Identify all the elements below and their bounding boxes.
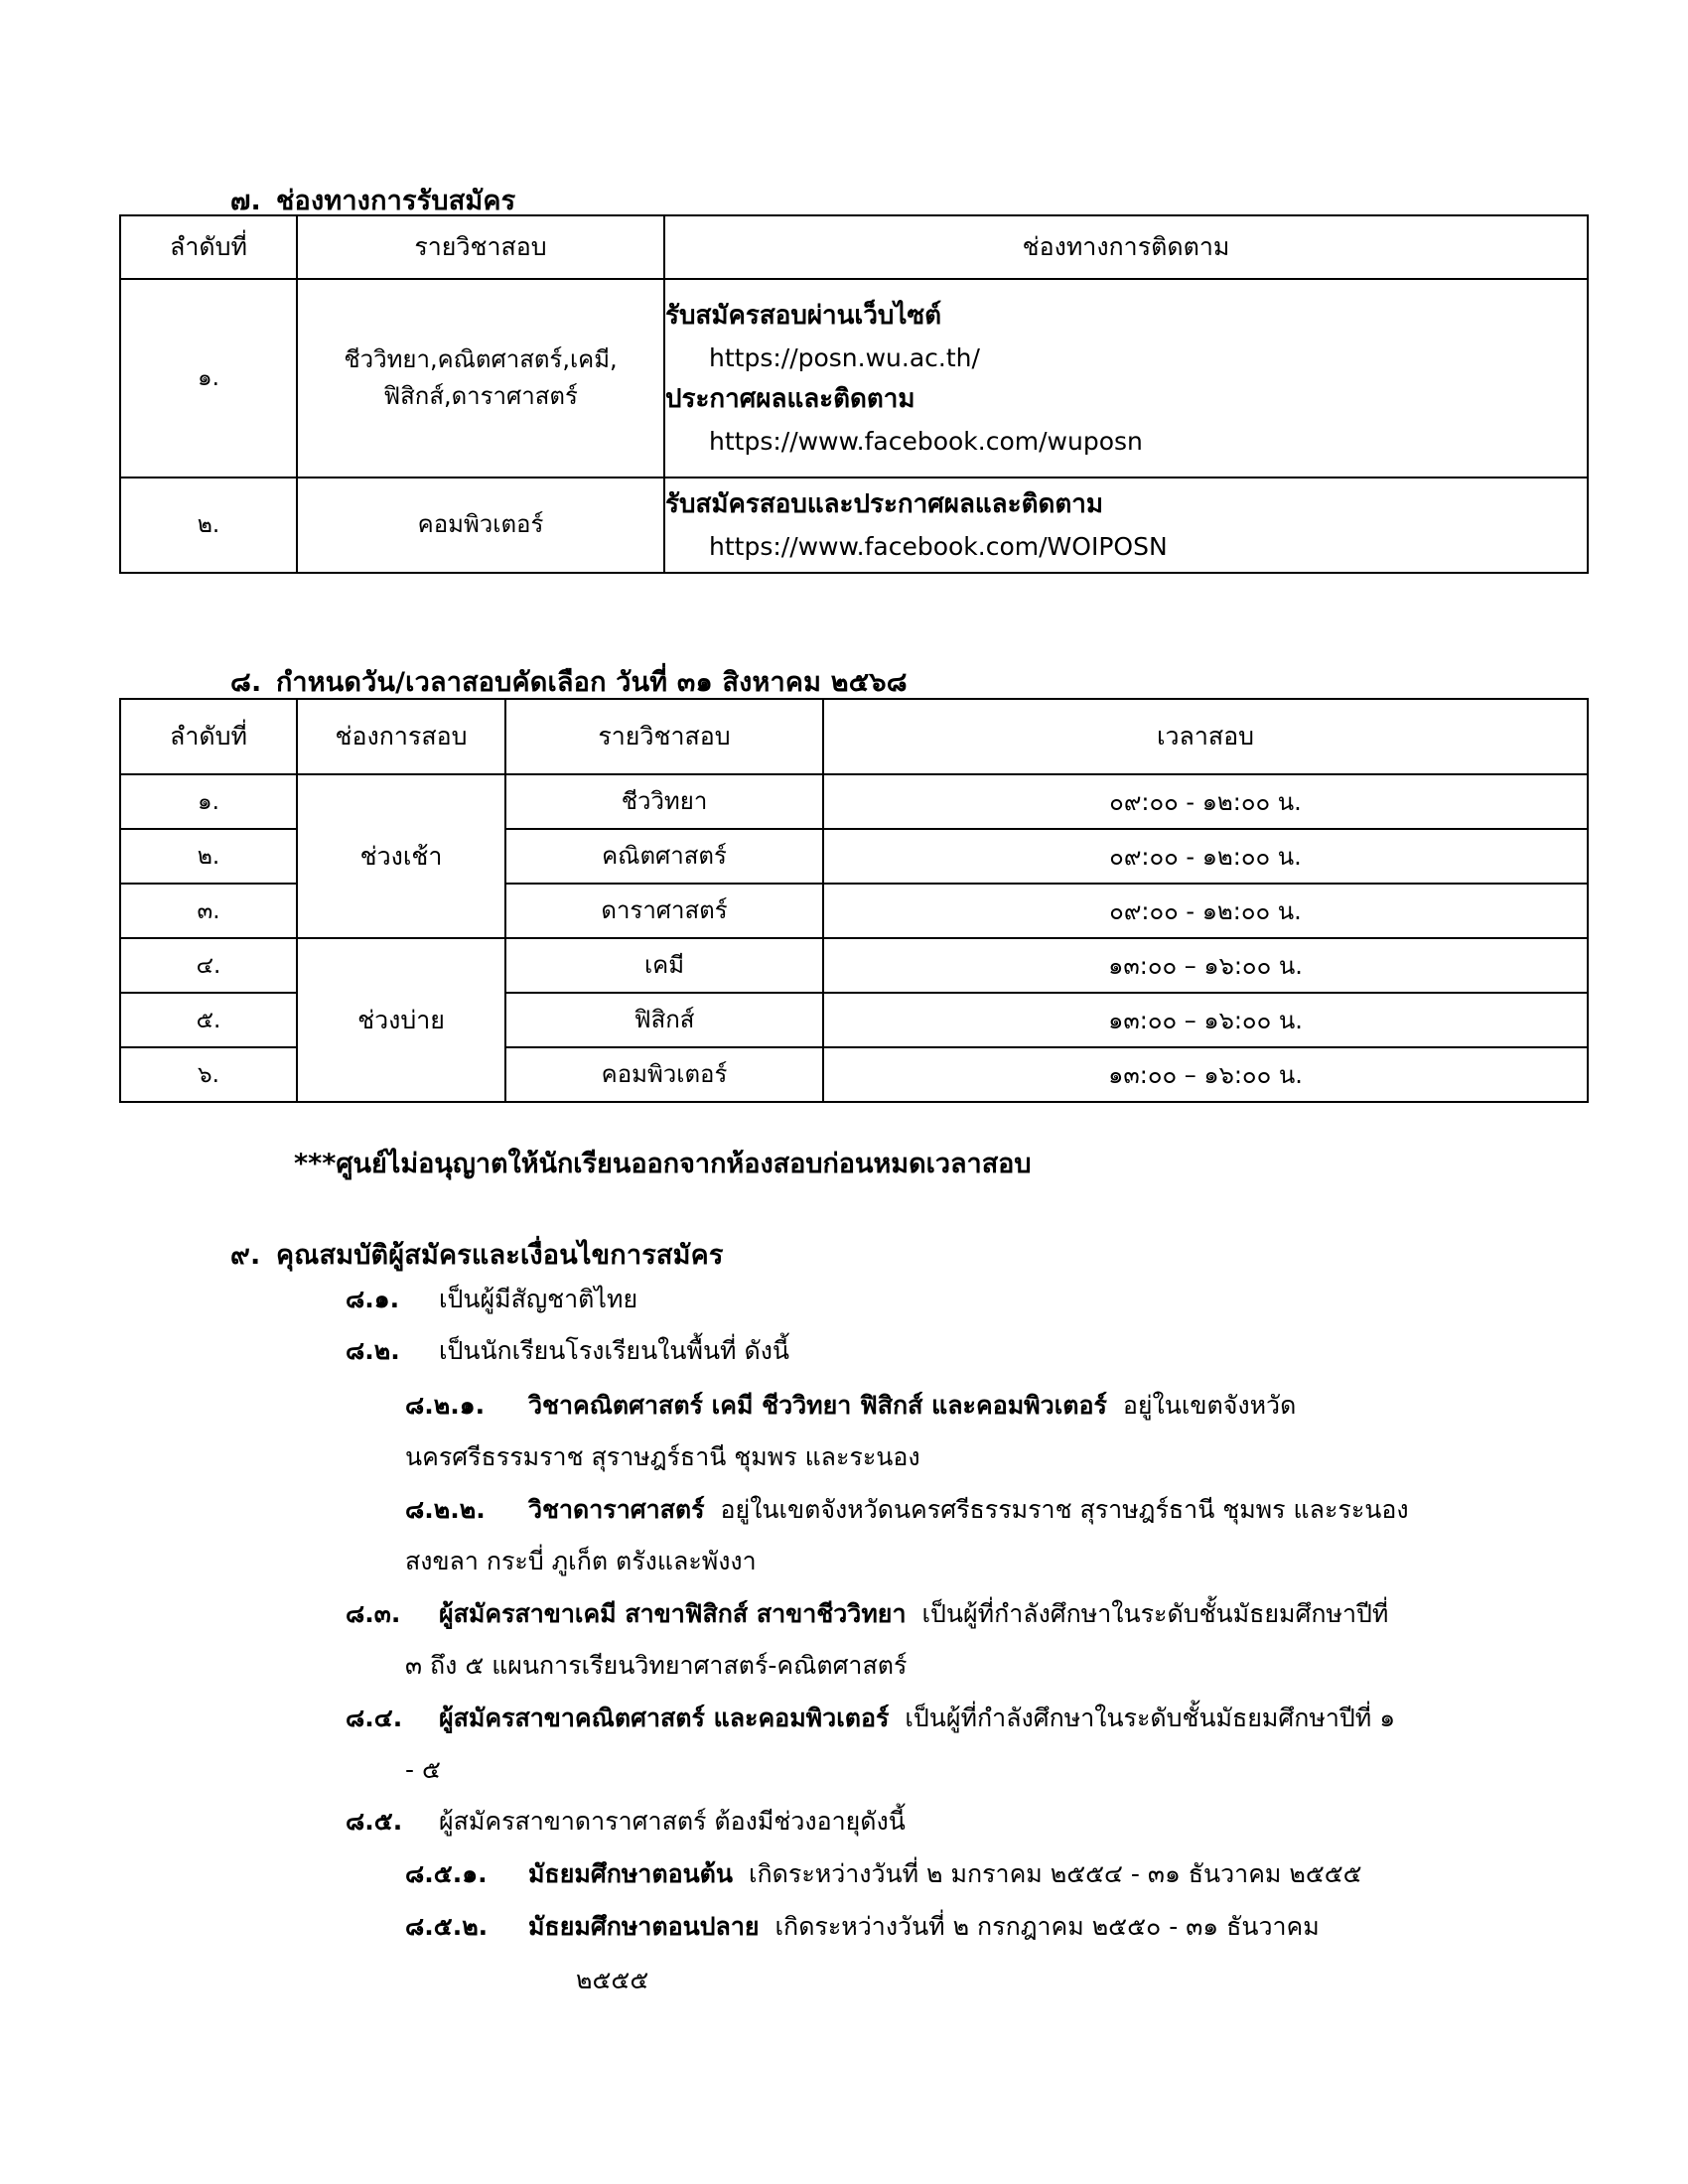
row-channel-2	[664, 478, 1588, 573]
table-header-row	[120, 215, 1588, 279]
list-item	[405, 1914, 1320, 1939]
row-time: ๐๙:๐๐ - ๑๒:๐๐ น.	[823, 774, 1588, 829]
exam-schedule-table	[119, 698, 1589, 1103]
channel-label-register: รับสมัครสอบผ่านเว็บไซต์	[665, 300, 942, 331]
row-order: ๖.	[120, 1047, 297, 1102]
list-item-emphasis: ผู้สมัครสาขาคณิตศาสตร์ และคอมพิวเตอร์	[438, 1704, 890, 1732]
section-8-title: กำหนดวัน/เวลาสอบคัดเลือก วันที่ ๓๑ สิงหาคม ๒๕๖๘	[276, 667, 908, 698]
list-item-number: ๘.๑.	[346, 1285, 400, 1313]
list-item-number: ๘.๕.	[346, 1807, 403, 1836]
row-time: ๑๓:๐๐ – ๑๖:๐๐ น.	[823, 993, 1588, 1047]
subject-line-2: ฟิสิกส์,ดาราศาสตร์	[383, 382, 578, 410]
list-item-continuation	[405, 1757, 441, 1782]
row-subject-1	[297, 279, 664, 478]
list-item-text: เกิดระหว่างวันที่ ๒ มกราคม ๒๕๕๔ - ๓๑ ธันวาคม ๒๕๕๕	[748, 1859, 1362, 1888]
list-item-number: ๘.๓.	[346, 1599, 401, 1628]
row-time: ๑๓:๐๐ – ๑๖:๐๐ น.	[823, 1047, 1588, 1102]
list-item	[346, 1809, 906, 1834]
row-subject-2: คอมพิวเตอร์	[297, 478, 664, 573]
list-item-emphasis: มัธยมศึกษาตอนต้น	[527, 1859, 734, 1888]
list-item-text: นครศรีธรรมราช สุราษฎร์ธานี ชุมพร และระนอง	[405, 1442, 920, 1471]
section-8-number: ๘.	[230, 667, 262, 698]
list-item-continuation	[405, 1444, 920, 1469]
list-item-number: ๘.๒.๒.	[405, 1495, 486, 1524]
channel-url-results[interactable]: https://www.facebook.com/wuposn	[709, 426, 1143, 456]
section-9-title: คุณสมบัติผู้สมัครและเงื่อนไขการสมัคร	[276, 1240, 724, 1271]
col-header-subject: รายวิชาสอบ	[297, 215, 664, 279]
row-subject: คณิตศาสตร์	[505, 829, 823, 884]
application-channel-table	[119, 214, 1589, 574]
row-subject: คอมพิวเตอร์	[505, 1047, 823, 1102]
subject-line-1: ชีววิทยา,คณิตศาสตร์,เคมี,	[344, 344, 618, 373]
list-item-continuation	[405, 1653, 907, 1678]
list-item-text: อยู่ในเขตจังหวัด	[1122, 1391, 1297, 1420]
list-item	[346, 1338, 789, 1363]
list-item-text: ผู้สมัครสาขาดาราศาสตร์ ต้องมีช่วงอายุดังนี้	[438, 1807, 906, 1836]
col-header-session: ช่องการสอบ	[297, 699, 505, 774]
list-item-continuation	[405, 1549, 757, 1573]
channel-label-results: ประกาศผลและติดตาม	[665, 384, 915, 414]
col-header-channel: ช่องทางการติดตาม	[664, 215, 1588, 279]
section-9-number: ๙.	[230, 1240, 261, 1271]
table-row	[120, 938, 1588, 993]
row-order-2: ๒.	[120, 478, 297, 573]
exam-room-note: ***ศูนย์ไม่อนุญาตให้นักเรียนออกจากห้องสอบก่อนหมดเวลาสอบ	[294, 1149, 1032, 1179]
row-subject: ฟิสิกส์	[505, 993, 823, 1047]
row-order: ๒.	[120, 829, 297, 884]
list-item-text: เป็นผู้ที่กำลังศึกษาในระดับชั้นมัธยมศึกษาปีที่ ๑	[905, 1704, 1396, 1732]
list-item-emphasis: ผู้สมัครสาขาเคมี สาขาฟิสิกส์ สาขาชีววิทยา	[438, 1599, 907, 1628]
row-order: ๑.	[120, 774, 297, 829]
list-item	[346, 1287, 637, 1311]
section-9-heading	[230, 1233, 724, 1276]
section-7-number: ๗.	[230, 186, 261, 216]
list-item-text: - ๕	[405, 1755, 441, 1784]
list-item-text: เป็นนักเรียนโรงเรียนในพื้นที่ ดังนี้	[438, 1336, 789, 1365]
col-header-time: เวลาสอบ	[823, 699, 1588, 774]
col-header-subject: รายวิชาสอบ	[505, 699, 823, 774]
list-item-emphasis: วิชาดาราศาสตร์	[527, 1495, 705, 1524]
list-item-text: ๒๕๕๕	[576, 1966, 649, 1994]
list-item-number: ๘.๕.๒.	[405, 1912, 489, 1941]
table-row	[120, 279, 1588, 478]
list-item-number: ๘.๒.๑.	[405, 1391, 486, 1420]
channel-label-computer: รับสมัครสอบและประกาศผลและติดตาม	[665, 488, 1103, 519]
list-item	[405, 1861, 1362, 1886]
list-item-emphasis: วิชาคณิตศาสตร์ เคมี ชีววิทยา ฟิสิกส์ และคอมพิวเตอร์	[527, 1391, 1107, 1420]
table-row	[120, 774, 1588, 829]
list-item-text: เกิดระหว่างวันที่ ๒ กรกฎาคม ๒๕๕๐ - ๓๑ ธันวาคม	[774, 1912, 1320, 1941]
list-item-text: เป็นผู้ที่กำลังศึกษาในระดับชั้นมัธยมศึกษาปีที่	[921, 1599, 1389, 1628]
row-subject: ดาราศาสตร์	[505, 884, 823, 938]
list-item-text: สงขลา กระบี่ ภูเก็ต ตรังและพังงา	[405, 1547, 757, 1575]
list-item	[346, 1706, 1395, 1730]
list-item-text: เป็นผู้มีสัญชาติไทย	[438, 1285, 638, 1313]
list-item	[405, 1393, 1296, 1418]
row-order: ๔.	[120, 938, 297, 993]
row-channel-1	[664, 279, 1588, 478]
row-order: ๕.	[120, 993, 297, 1047]
list-item-number: ๘.๕.๑.	[405, 1859, 488, 1888]
row-time: ๑๓:๐๐ – ๑๖:๐๐ น.	[823, 938, 1588, 993]
list-item-text: อยู่ในเขตจังหวัดนครศรีธรรมราช สุราษฎร์ธานี ชุมพร และระนอง	[720, 1495, 1409, 1524]
row-order: ๓.	[120, 884, 297, 938]
col-header-order: ลำดับที่	[120, 699, 297, 774]
channel-url-computer[interactable]: https://www.facebook.com/WOIPOSN	[709, 531, 1168, 561]
session-morning: ช่วงเช้า	[297, 774, 505, 938]
row-time: ๐๙:๐๐ - ๑๒:๐๐ น.	[823, 884, 1588, 938]
section-7-title: ช่องทางการรับสมัคร	[276, 186, 516, 216]
list-item-continuation	[576, 1968, 648, 1992]
table-header-row	[120, 699, 1588, 774]
section-8-heading	[230, 660, 908, 703]
list-item-emphasis: มัธยมศึกษาตอนปลาย	[527, 1912, 760, 1941]
list-item-number: ๘.๒.	[346, 1336, 400, 1365]
channel-url-register[interactable]: https://posn.wu.ac.th/	[709, 342, 980, 372]
list-item-text: ๓ ถึง ๕ แผนการเรียนวิทยาศาสตร์-คณิตศาสตร์	[405, 1651, 908, 1680]
row-subject: เคมี	[505, 938, 823, 993]
row-subject: ชีววิทยา	[505, 774, 823, 829]
table-row	[120, 478, 1588, 573]
list-item-number: ๘.๔.	[346, 1704, 403, 1732]
session-afternoon: ช่วงบ่าย	[297, 938, 505, 1102]
row-time: ๐๙:๐๐ - ๑๒:๐๐ น.	[823, 829, 1588, 884]
row-order-1: ๑.	[120, 279, 297, 478]
list-item	[405, 1497, 1409, 1522]
list-item	[346, 1601, 1388, 1626]
col-header-order: ลำดับที่	[120, 215, 297, 279]
